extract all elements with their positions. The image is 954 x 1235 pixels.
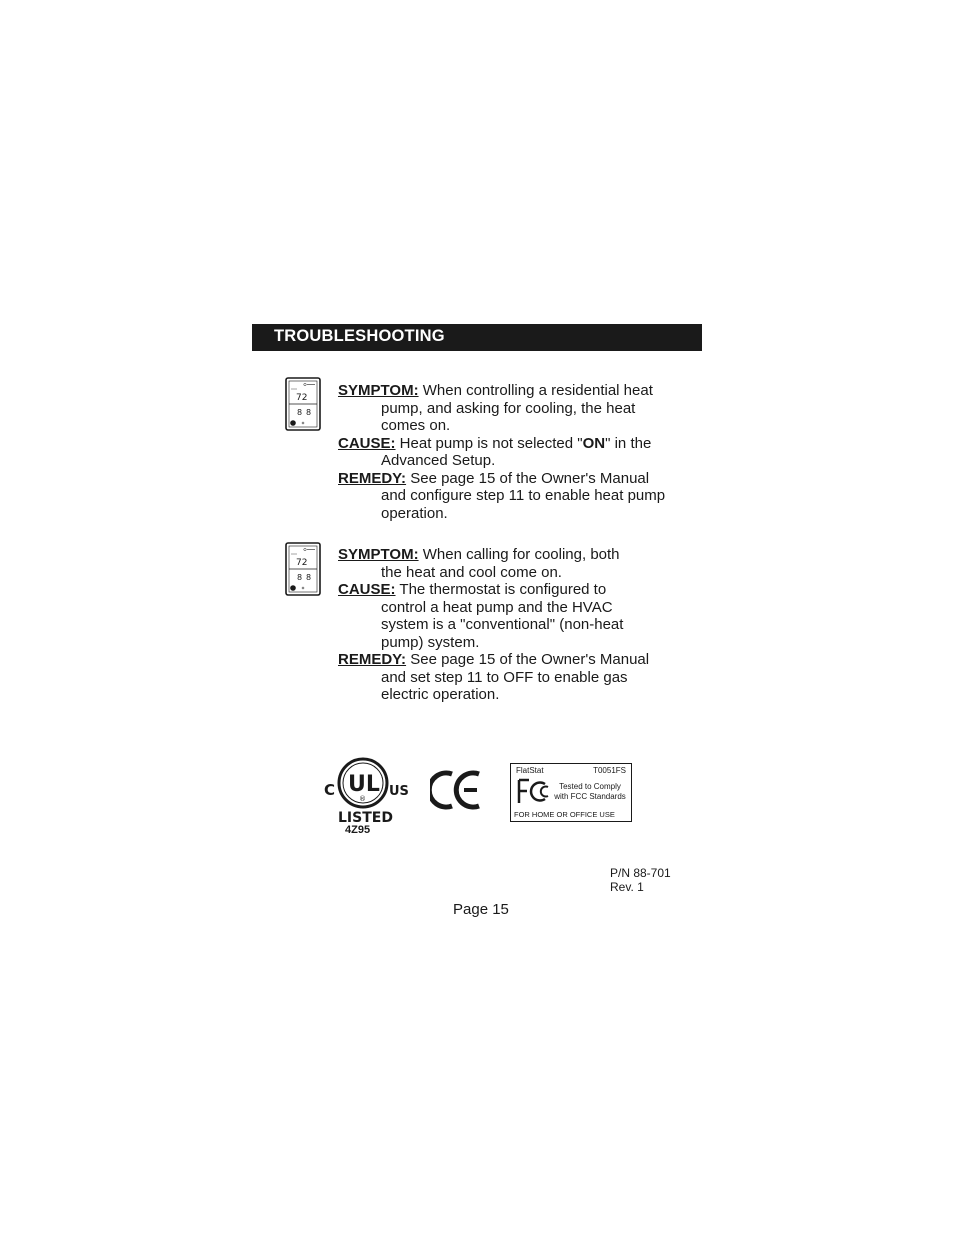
cause-label: CAUSE: [338,581,396,598]
remedy-label: REMEDY: [338,651,407,668]
svg-text:8: 8 [306,408,312,417]
fcc-footer: FOR HOME OR OFFICE USE [514,810,615,819]
svg-text:LISTED: LISTED [338,810,393,826]
fcc-compliance-label [510,763,632,822]
fcc-tested-text: Tested to Comply with FCC Standards [554,782,626,801]
cause: CAUSE: The thermostat is configured to control a heat pump and the HVAC system is a "conventional" (non-heat pump) system. [338,581,624,651]
remedy: REMEDY: See page 15 of the Owner's Manual and set step 11 to OFF to enable gas electric operation. [338,651,650,703]
page-number: Page 15 [453,901,509,918]
ce-mark-icon [430,770,482,810]
svg-text:8: 8 [297,408,303,417]
part-number: P/N 88-701 [610,866,671,880]
svg-text:US: US [389,784,409,799]
fcc-model: T0051FS [593,766,626,775]
symptom: SYMPTOM: When calling for cooling, both the heat and cool come on. [338,546,620,581]
part-number-block [610,866,671,894]
cause: CAUSE: Heat pump is not selected "ON" in the Advanced Setup. [338,434,652,469]
thermostat-icon [285,377,321,431]
symptom-label: SYMPTOM: [338,546,419,563]
troubleshooting-entry [338,382,688,522]
remedy: REMEDY: See page 15 of the Owner's Manual and configure step 11 to enable heat pump operation. [338,469,666,522]
svg-text:C: C [324,781,336,799]
svg-text:8: 8 [297,573,303,582]
thermostat-display: 72 [296,558,308,568]
symptom: SYMPTOM: When controlling a residential heat pump, and asking for cooling, the heat comes on. [338,382,653,434]
thermostat-display: 72 [296,393,308,403]
thermostat-icon [285,542,321,596]
fcc-brand: FlatStat [516,766,544,775]
ul-file-number: 4Z95 [345,824,371,836]
section-title: TROUBLESHOOTING [274,327,445,345]
svg-text:8: 8 [306,573,312,582]
troubleshooting-entry [338,546,678,704]
cause-label: CAUSE: [338,434,396,452]
revision: Rev. 1 [610,880,644,894]
svg-text:UL: UL [348,772,380,797]
symptom-label: SYMPTOM: [338,382,419,399]
svg-text:®: ® [359,795,366,803]
fcc-logo-icon [517,778,551,805]
section-header-bar [252,324,702,351]
remedy-label: REMEDY: [338,469,407,487]
